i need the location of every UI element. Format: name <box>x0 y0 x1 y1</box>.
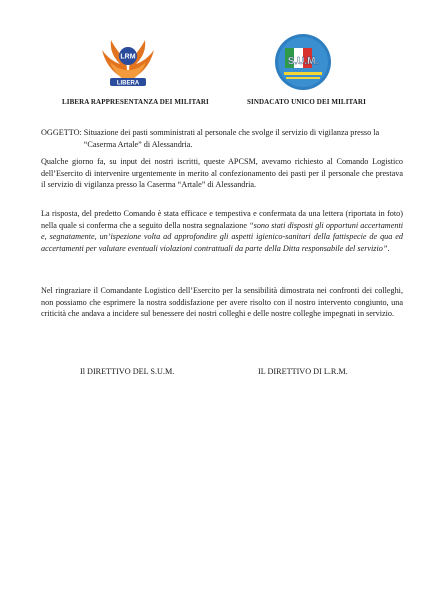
svg-text:S.U.M.: S.U.M. <box>287 56 319 67</box>
subject-line <box>41 127 403 150</box>
lrm-caption: LIBERA RAPPRESENTANZA DEI MILITARI <box>62 98 209 106</box>
sum-caption: SINDACATO UNICO DEI MILITARI <box>247 98 366 106</box>
signature-lrm: IL DIRETTIVO DI L.R.M. <box>258 367 348 376</box>
paragraph-response-quote: “sono stati disposti gli opportuni accertamenti e, segnatamente, un’ispezione volta ad approfondire gli aspetti igienico-sanitari della fattispecie de qua ed accertamenti per valutare eventuali violazioni contrattuali da parte della Ditta responsabile del servizio” <box>41 220 403 253</box>
svg-text:LRM: LRM <box>120 53 136 61</box>
subject-label: OGGETTO: <box>41 128 82 137</box>
subject-text: Situazione dei pasti somministrati al personale che svolge il servizio di vigilanza presso la “Caserma Artale” di Alessandria. <box>83 128 380 149</box>
sum-logo-icon <box>272 32 334 92</box>
paragraph-response <box>41 208 403 254</box>
signature-sum: Il DIRETTIVO DEL S.U.M. <box>80 367 175 376</box>
paragraph-intro: Qualche giorno fa, su input dei nostri iscritti, queste APCSM, avevamo richiesto al Comando Logistico dell’Esercito di intervenire urgentemente in merito al confezionamento dei pasti per il personale che prestava il servizio di vigilanza presso la Caserma “Artale” di Alessandria. <box>41 157 403 190</box>
lrm-logo-icon <box>96 36 160 92</box>
svg-text:LIBERA: LIBERA <box>116 80 140 87</box>
paragraph-thanks: Nel ringraziare il Comandante Logistico dell’Esercito per la sensibilità dimostrata nei confronti dei colleghi, non possiamo che esprimere la nostra soddisfazione per avere risolto con il nostro intervento congiunto, una criticità che andava a incidere sul benessere dei nostri colleghi e delle nostre colleghe impegnati in servizio. <box>41 286 403 319</box>
paragraph-response-start: La risposta, del predetto Comando è stata efficace e tempestiva e confermata da una lettera (riportata in foto) nella quale si conferma che a seguito della nostra segnalazione <box>41 209 403 230</box>
paragraph-response-end: . <box>387 243 390 253</box>
